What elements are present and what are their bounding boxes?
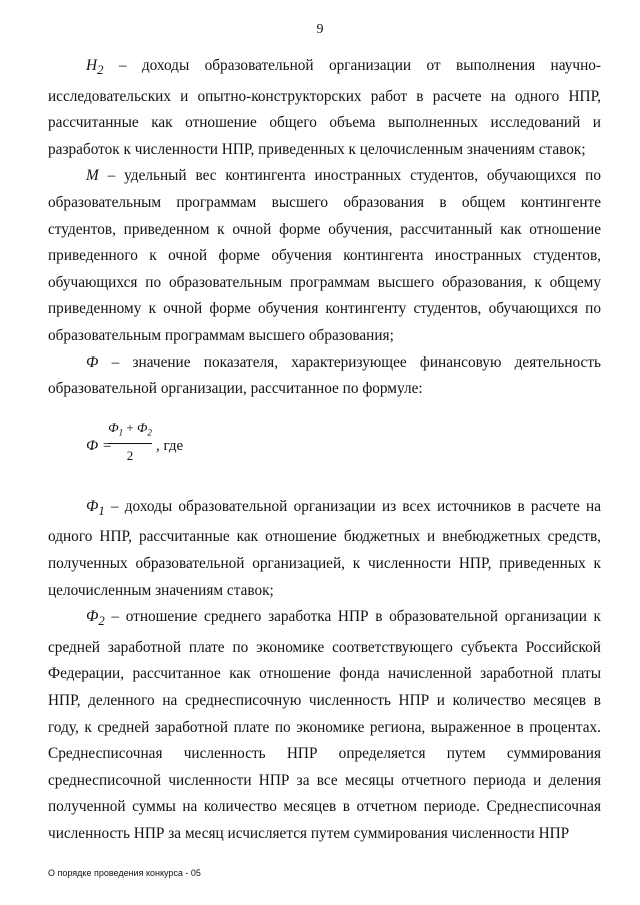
paragraph-text: – значение показателя, характеризующее финансовую деятельность образовательной организации, рассчитанное по формуле:	[48, 353, 601, 398]
paragraph-text: – доходы образовательной организации из всех источников в расчете на одного НПР, рассчитанные как отношение бюджетных и внебюджетных средств, полученных образовательной организацией, к численности НПР, приведенных к целочисленным значениям ставок;	[48, 497, 601, 599]
formula-tail: , где	[156, 437, 184, 454]
paragraph-f	[48, 350, 601, 403]
symbol: $Ф_1$	[86, 497, 105, 518]
formula-numerator: $Ф_1 + Ф_2$	[108, 419, 152, 438]
symbol: $Ф_2$	[86, 608, 105, 629]
paragraph-text: – отношение среднего заработка НПР в образовательной организации к средней заработной плате по экономике соответствующего субъекта Российской Федерации, рассчитанное как отношение фонда начисленной заработной платы НПР, деленного на среднесписочную численность НПР и количество месяцев в году, к средней заработной плате по экономике региона, выраженное в процентах. Среднесписочная численность НПР определяется путем суммирования среднесписочной численности НПР за все месяцы отчетного периода и деления полученной суммы на количество месяцев в отчетном периоде. Среднесписочная численность НПР за месяц исчисляется путем суммирования численности НПР	[48, 608, 601, 842]
formula-denominator: 2	[126, 448, 134, 464]
page-footer: О порядке проведения конкурса - 05	[48, 868, 201, 878]
paragraph-h2	[48, 53, 601, 163]
paragraph-m	[48, 163, 601, 349]
fraction-bar	[108, 443, 152, 444]
body-text	[48, 53, 601, 848]
paragraph-text: – доходы образовательной организации от выполнения научно-исследовательских и опытно-конструкторских работ в расчете на одного НПР, рассчитанные как отношение общего объема выполненных исследований и разработок к численности НПР, приведенных к целочисленным значениям ставок;	[48, 57, 601, 158]
page-number: 9	[316, 22, 324, 37]
symbol: $H_2$	[86, 57, 104, 78]
formula	[86, 419, 601, 472]
paragraph-text: – удельный вес контингента иностранных студентов, обучающихся по образовательным программам высшего образования в общем контингенте студентов, приведенном к очной форме обучения, рассчитанный как отношение приведенного к очной форме обучения контингента иностранных студентов, обучающихся по образовательным программам высшего образования, к общему приведенному к очной форме обучения контингенту студентов, обучающихся по образовательным программам высшего образования;	[48, 167, 601, 344]
formula-lhs: Ф =	[86, 437, 112, 454]
symbol: Ф	[86, 353, 99, 371]
symbol: М	[86, 167, 99, 185]
paragraph-f2	[48, 604, 601, 847]
paragraph-f1	[48, 494, 601, 604]
formula-fraction	[108, 419, 152, 465]
